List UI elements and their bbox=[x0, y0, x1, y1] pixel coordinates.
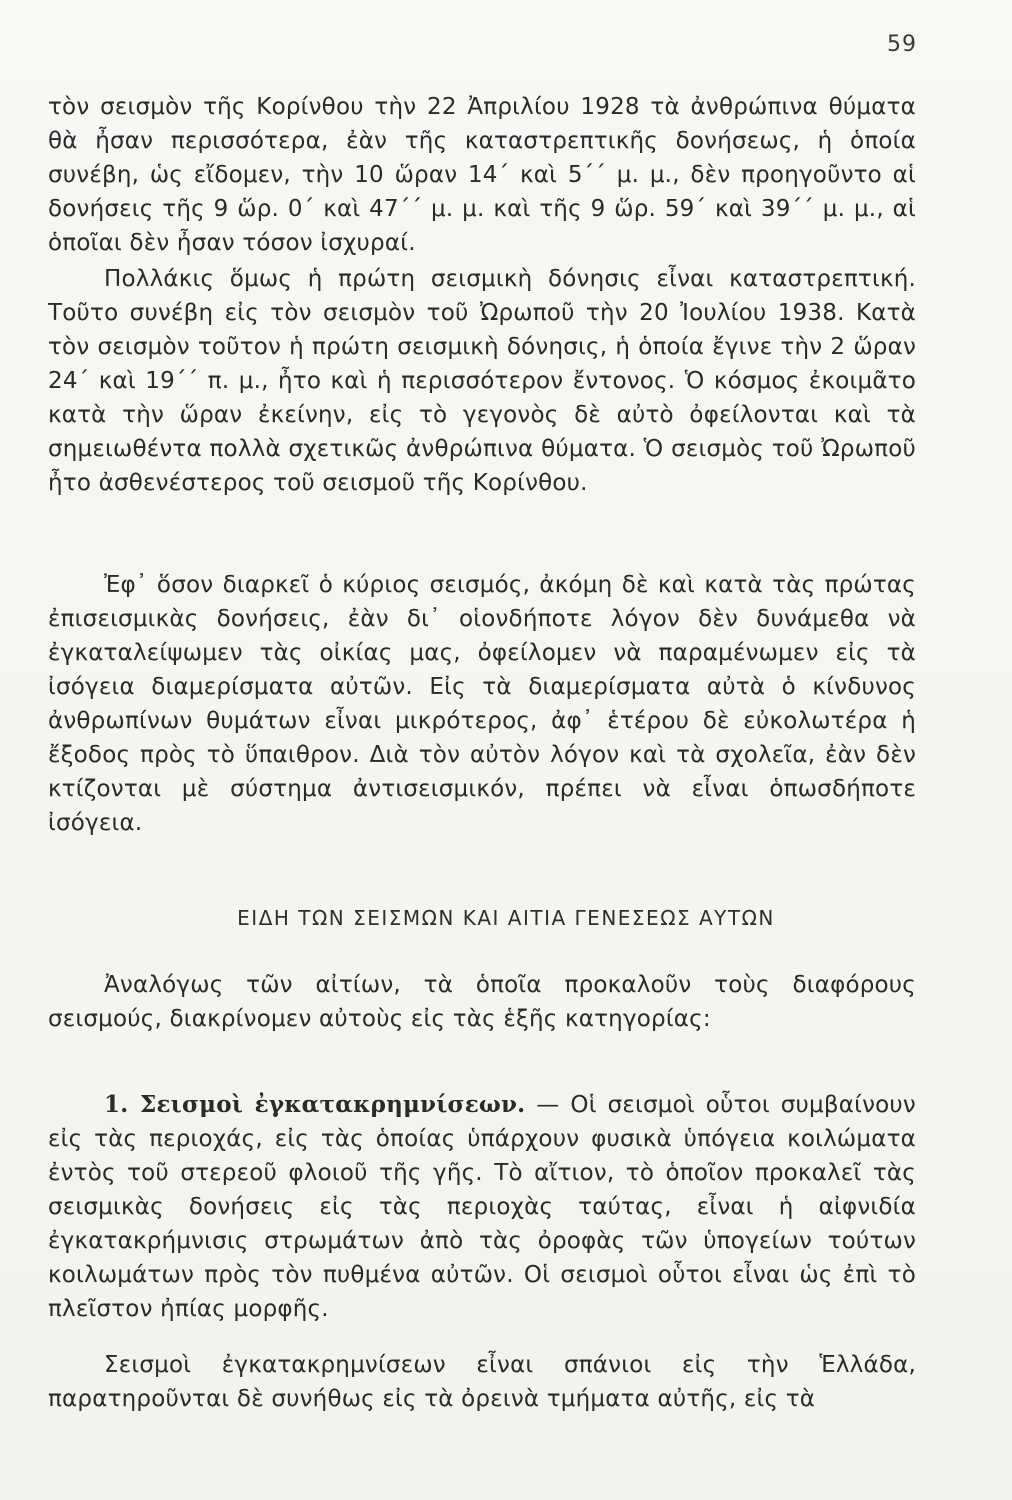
paragraph-text: Σεισμοὶ ἐγκατακρημνίσεων εἶναι σπάνιοι εἰς τὴν Ἑλλάδα, παρατηροῦνται δὲ συνήθως εἰς τὰ ὀρεινὰ τμήματα αὐτῆς, εἰς τὰ bbox=[48, 1352, 916, 1412]
paragraph-text: Ἀναλόγως τῶν αἰτίων, τὰ ὁποῖα προκαλοῦν τοὺς διαφόρους σεισμούς, διακρίνομεν αὐτοὺς εἰς τὰς ἑξῆς κατηγορίας: bbox=[48, 972, 916, 1032]
paragraph-safety-advice bbox=[48, 568, 916, 840]
category-item-1 bbox=[48, 1088, 916, 1326]
category-title: 1. Σεισμοὶ ἐγκατακρημνίσεων. bbox=[104, 1091, 526, 1118]
paragraph-oropos-earthquake bbox=[48, 262, 916, 500]
paragraph-text: Ἐφ᾿ ὅσον διαρκεῖ ὁ κύριος σεισμός, ἀκόμη δὲ καὶ κατὰ τὰς πρώτας ἐπισεισμικὰς δονήσεις, ἐὰν δι᾿ οἱονδήποτε λόγον δὲν δυνάμεθα νὰ ἐγκαταλείψωμεν τὰς οἰκίας μας, ὀφείλομεν νὰ παραμένωμεν εἰς τὰ ἰσόγεια διαμερίσματα αὐτῶν. Εἰς τὰ διαμερίσματα αὐτὰ ὁ κίνδυνος ἀνθρωπίνων θυμάτων εἶναι μικρότερος, ἀφ᾿ ἑτέρου δὲ εὐκολωτέρα ἡ ἔξοδος πρὸς τὸ ὕπαιθρον. Διὰ τὸν αὐτὸν λόγον καὶ τὰ σχολεῖα, ἐὰν δὲν κτίζονται μὲ σύστημα ἀντισεισμικόν, πρέπει νὰ εἶναι ὁπωσδήποτε ἰσόγεια. bbox=[48, 572, 916, 836]
paragraph-text bbox=[48, 1088, 916, 1326]
paragraph-text: Πολλάκις ὅμως ἡ πρώτη σεισμικὴ δόνησις εἶναι καταστρεπτική. Τοῦτο συνέβη εἰς τὸν σεισμὸν τοῦ Ὠρωποῦ τὴν 20 Ἰουλίου 1938. Κατὰ τὸν σεισμὸν τοῦτον ἡ πρώτη σεισμικὴ δόνησις, ἡ ὁποία ἔγινε τὴν 2 ὥραν 24΄ καὶ 19΄΄ π. μ., ἦτο καὶ ἡ περισσότερον ἔντονος. Ὁ κόσμος ἐκοιμᾶτο κατὰ τὴν ὥραν ἐκείνην, εἰς τὸ γεγονὸς δὲ αὐτὸ ὀφείλονται καὶ τὰ σημειωθέντα πολλὰ σχετικῶς ἀνθρώπινα θύματα. Ὁ σεισμὸς τοῦ Ὠρωποῦ ἦτο ἀσθενέστερος τοῦ σεισμοῦ τῆς Κορίνθου. bbox=[48, 266, 916, 496]
paragraph-collapse-earthquakes bbox=[48, 1348, 916, 1416]
paragraph-corinth-earthquake bbox=[48, 90, 916, 260]
paragraph-text: τὸν σεισμὸν τῆς Κορίνθου τὴν 22 Ἀπριλίου 1928 τὰ ἀνθρώπινα θύματα θὰ ἦσαν περισσότερα, ἐὰν τῆς καταστρεπτικῆς δονήσεως, ἡ ὁποία συνέβη, ὡς εἴδομεν, τὴν 10 ὥραν 14΄ καὶ 5΄΄ μ. μ., δὲν προηγοῦντο αἱ δονήσεις τῆς 9 ὥρ. 0΄ καὶ 47΄΄ μ. μ. καὶ τῆς 9 ὥρ. 59΄ καὶ 39΄΄ μ. μ., αἱ ὁποῖαι δὲν ἦσαν τόσον ἰσχυραί. bbox=[48, 94, 916, 256]
category-description: — Οἱ σεισμοὶ οὗτοι συμβαίνουν εἰς τὰς περιοχάς, εἰς τὰς ὁποίας ὑπάρχουν φυσικὰ ὑπόγεια κοιλώματα ἐντὸς τοῦ στερεοῦ φλοιοῦ τῆς γῆς. Τὸ αἴτιον, τὸ ὁποῖον προκαλεῖ τὰς σεισμικὰς δονήσεις εἰς τὰς περιοχὰς ταύτας, εἶναι ἡ αἰφνιδία ἐγκατακρήμνισις στρωμάτων ἀπὸ τὰς ὀροφὰς τῶν ὑπογείων τούτων κοιλωμάτων πρὸς τὸν πυθμένα αὐτῶν. Οἱ σεισμοὶ οὗτοι εἶναι ὡς ἐπὶ τὸ πλεῖστον ἠπίας μορφῆς. bbox=[48, 1092, 916, 1322]
page-number: 59 bbox=[887, 32, 917, 57]
section-heading: ΕΙΔΗ ΤΩΝ ΣΕΙΣΜΩΝ ΚΑΙ ΑΙΤΙΑ ΓΕΝΕΣΕΩΣ ΑΥΤΩΝ bbox=[237, 906, 775, 930]
section-intro bbox=[48, 968, 916, 1036]
